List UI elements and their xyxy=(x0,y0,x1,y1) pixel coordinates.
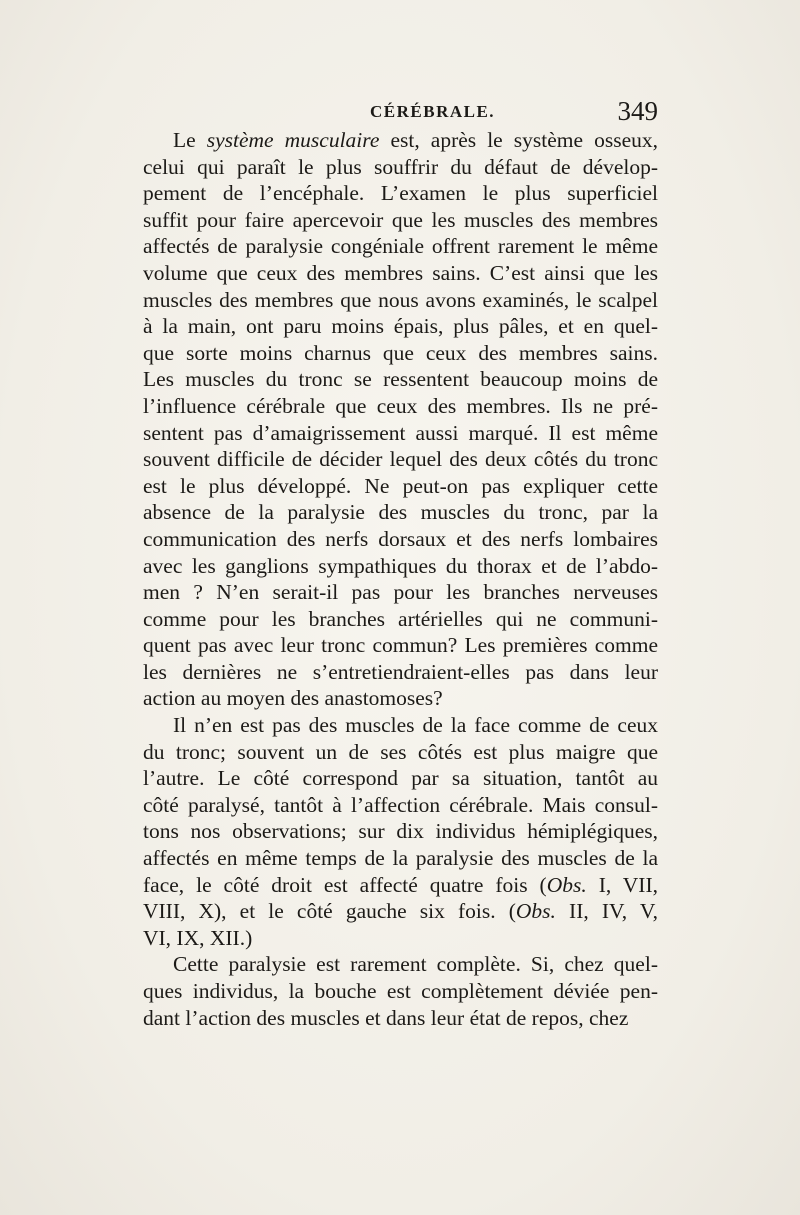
text-run: Cette paralysie est rarement complète. Si, chez quel- xyxy=(173,952,658,977)
text-line xyxy=(143,420,658,447)
text-run: sentent pas d’amaigrissement aussi marqué. Il est même xyxy=(143,420,658,445)
text-run: à la main, ont paru moins épais, plus pâles, et en quel- xyxy=(143,314,658,339)
text-line xyxy=(143,632,658,659)
text-run: côté paralysé, tantôt à l’affection cérébrale. Mais consul- xyxy=(143,792,658,817)
text-line xyxy=(143,765,658,792)
running-head-title: CÉRÉBRALE. xyxy=(370,102,496,121)
text-line xyxy=(143,499,658,526)
text-run: suffit pour faire apercevoir que les muscles des membres xyxy=(143,207,658,232)
page-number: 349 xyxy=(617,96,658,126)
text-line xyxy=(143,526,658,553)
text-run: muscles des membres que nous avons examinés, le scalpel xyxy=(143,287,658,312)
text-run: VIII, X), et le côté gauche six fois. ( xyxy=(143,899,516,924)
text-run: du tronc; souvent un de ses côtés est plus maigre que xyxy=(143,739,658,764)
text-line xyxy=(143,978,658,1005)
text-line xyxy=(143,925,658,952)
text-line xyxy=(143,260,658,287)
text-run: Les muscles du tronc se ressentent beaucoup moins de xyxy=(143,367,658,392)
text-run: tons nos observations; sur dix individus hémiplégiques, xyxy=(143,819,658,844)
text-run: celui qui paraît le plus souffrir du défaut de dévelop- xyxy=(143,154,658,179)
text-run: souvent difficile de décider lequel des deux côtés du tronc xyxy=(143,447,658,472)
text-line xyxy=(143,579,658,606)
text-run: est, après le système osseux, xyxy=(379,128,658,152)
text-run: face, le côté droit est affecté quatre fois ( xyxy=(143,872,547,897)
text-run: dant l’action des muscles et dans leur état de repos, chez xyxy=(143,1005,629,1030)
text-run: l’influence cérébrale que ceux des membres. Ils ne pré- xyxy=(143,393,658,418)
text-line xyxy=(143,1005,658,1032)
text-line xyxy=(143,127,658,154)
text-run: affectés de paralysie congéniale offrent rarement le même xyxy=(143,234,658,259)
text-run: avec les ganglions sympathiques du thorax et de l’abdo- xyxy=(143,553,658,578)
text-run: communication des nerfs dorsaux et des nerfs lombaires xyxy=(143,526,658,551)
text-run: VI, IX, XII.) xyxy=(143,925,253,950)
text-line xyxy=(143,154,658,181)
text-run: est le plus développé. Ne peut-on pas expliquer cette xyxy=(143,473,658,498)
italic-text: Obs. xyxy=(515,899,556,924)
text-line xyxy=(143,898,658,925)
text-run: Il n’en est pas des muscles de la face comme de ceux xyxy=(173,713,658,738)
text-run: ques individus, la bouche est complètement déviée pen- xyxy=(143,979,658,1003)
text-line xyxy=(143,553,658,580)
text-run: pement de l’encéphale. L’examen le plus superficiel xyxy=(143,181,658,206)
text-line xyxy=(143,792,658,819)
text-line xyxy=(143,207,658,234)
text-line xyxy=(143,473,658,500)
text-run: Le xyxy=(173,128,207,152)
text-line xyxy=(143,872,658,899)
text-line xyxy=(143,180,658,207)
body-text xyxy=(143,127,658,1031)
text-line xyxy=(143,712,658,739)
text-run: men ? N’en serait-il pas pour les branches nerveuses xyxy=(143,580,658,605)
text-line xyxy=(143,313,658,340)
italic-text: système musculaire xyxy=(206,128,380,152)
text-line xyxy=(143,340,658,367)
text-run: action au moyen des anastomoses? xyxy=(143,686,443,711)
text-line xyxy=(143,606,658,633)
text-run: affectés en même temps de la paralysie des muscles de la xyxy=(143,846,658,871)
text-line xyxy=(143,845,658,872)
text-run: comme pour les branches artérielles qui ne communi- xyxy=(143,606,658,631)
running-head xyxy=(142,98,662,124)
text-line xyxy=(143,951,658,978)
text-line xyxy=(143,446,658,473)
text-line xyxy=(143,287,658,314)
text-run: l’autre. Le côté correspond par sa situation, tantôt au xyxy=(143,766,658,791)
text-line xyxy=(143,739,658,766)
text-line xyxy=(143,366,658,393)
text-line xyxy=(143,233,658,260)
text-run: I, VII, xyxy=(586,872,658,897)
text-run: volume que ceux des membres sains. C’est ainsi que les xyxy=(143,260,658,285)
text-run: que sorte moins charnus que ceux des membres sains. xyxy=(143,340,658,365)
text-run: II, IV, V, xyxy=(555,899,658,924)
text-line xyxy=(143,393,658,420)
text-run: absence de la paralysie des muscles du tronc, par la xyxy=(143,500,658,525)
text-run: quent pas avec leur tronc commun? Les premières comme xyxy=(143,633,658,658)
italic-text: Obs. xyxy=(546,872,587,897)
text-run: les dernières ne s’entretiendraient-elles pas dans leur xyxy=(143,659,658,684)
text-line xyxy=(143,685,658,712)
text-line xyxy=(143,818,658,845)
text-line xyxy=(143,659,658,686)
